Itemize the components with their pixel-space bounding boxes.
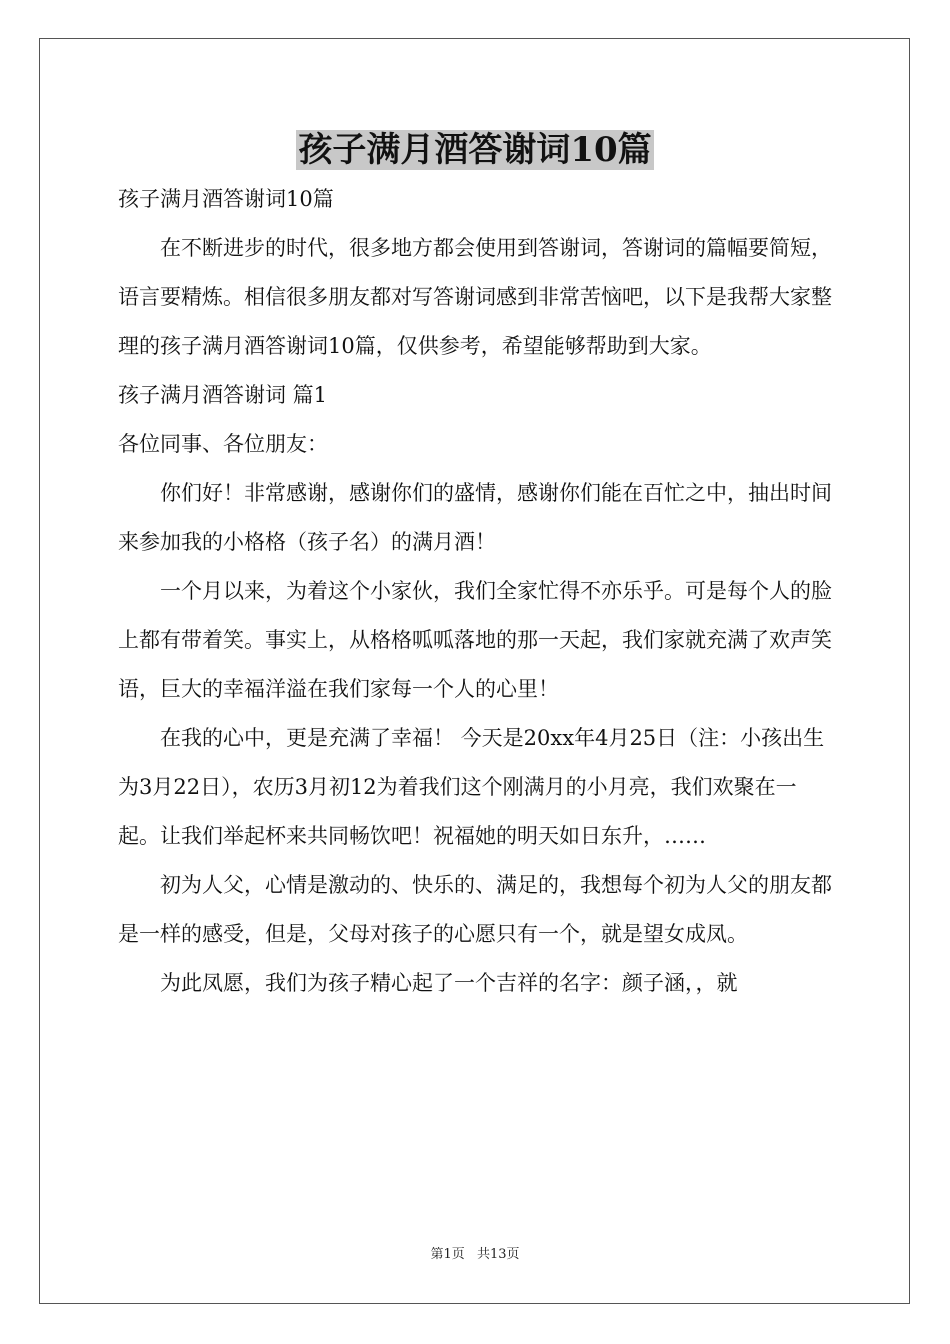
page-number: 第1页: [430, 1247, 465, 1262]
paragraph: 一个月以来，为着这个小家伙，我们全家忙得不亦乐乎。可是每个人的脸上都有带着笑。事实上，从格格呱呱落地的那一天起，我们家就充满了欢声笑语，巨大的幸福洋溢在我们家每一个人的心里！: [118, 579, 832, 701]
paragraph: 孩子满月酒答谢词10篇: [118, 187, 334, 211]
document-title: [0, 122, 950, 178]
paragraph: 各位同事、各位朋友：: [118, 432, 328, 456]
document-title-text: 孩子满月酒答谢词10篇: [298, 130, 652, 170]
paragraph: 在不断进步的时代，很多地方都会使用到答谢词，答谢词的篇幅要简短，语言要精炼。相信很多朋友都对写答谢词感到非常苦恼吧，以下是我帮大家整理的孩子满月酒答谢词10篇，仅供参考，希望能够帮助到大家。: [118, 236, 832, 358]
document-body: [118, 175, 836, 1008]
page-total: 共13页: [476, 1247, 520, 1262]
paragraph: 初为人父，心情是激动的、快乐的、满足的，我想每个初为人父的朋友都是一样的感受，但是，父母对孩子的心愿只有一个，就是望女成凤。: [118, 873, 832, 946]
section-heading: 孩子满月酒答谢词 篇1: [118, 383, 328, 407]
paragraph: 你们好！非常感谢，感谢你们的盛情，感谢你们能在百忙之中，抽出时间来参加我的小格格（孩子名）的满月酒！: [118, 481, 832, 554]
paragraph: 为此凤愿，我们为孩子精心起了一个吉祥的名字：颜子涵，，就: [160, 971, 738, 995]
page-footer: [0, 1245, 950, 1265]
paragraph: 在我的心中，更是充满了幸福！ 今天是20xx年4月25日（注：小孩出生为3月22日），农历3月初12为着我们这个刚满月的小月亮，我们欢聚在一起。让我们举起杯来共同畅饮吧！祝福她的明天如日东升，……: [118, 726, 825, 848]
